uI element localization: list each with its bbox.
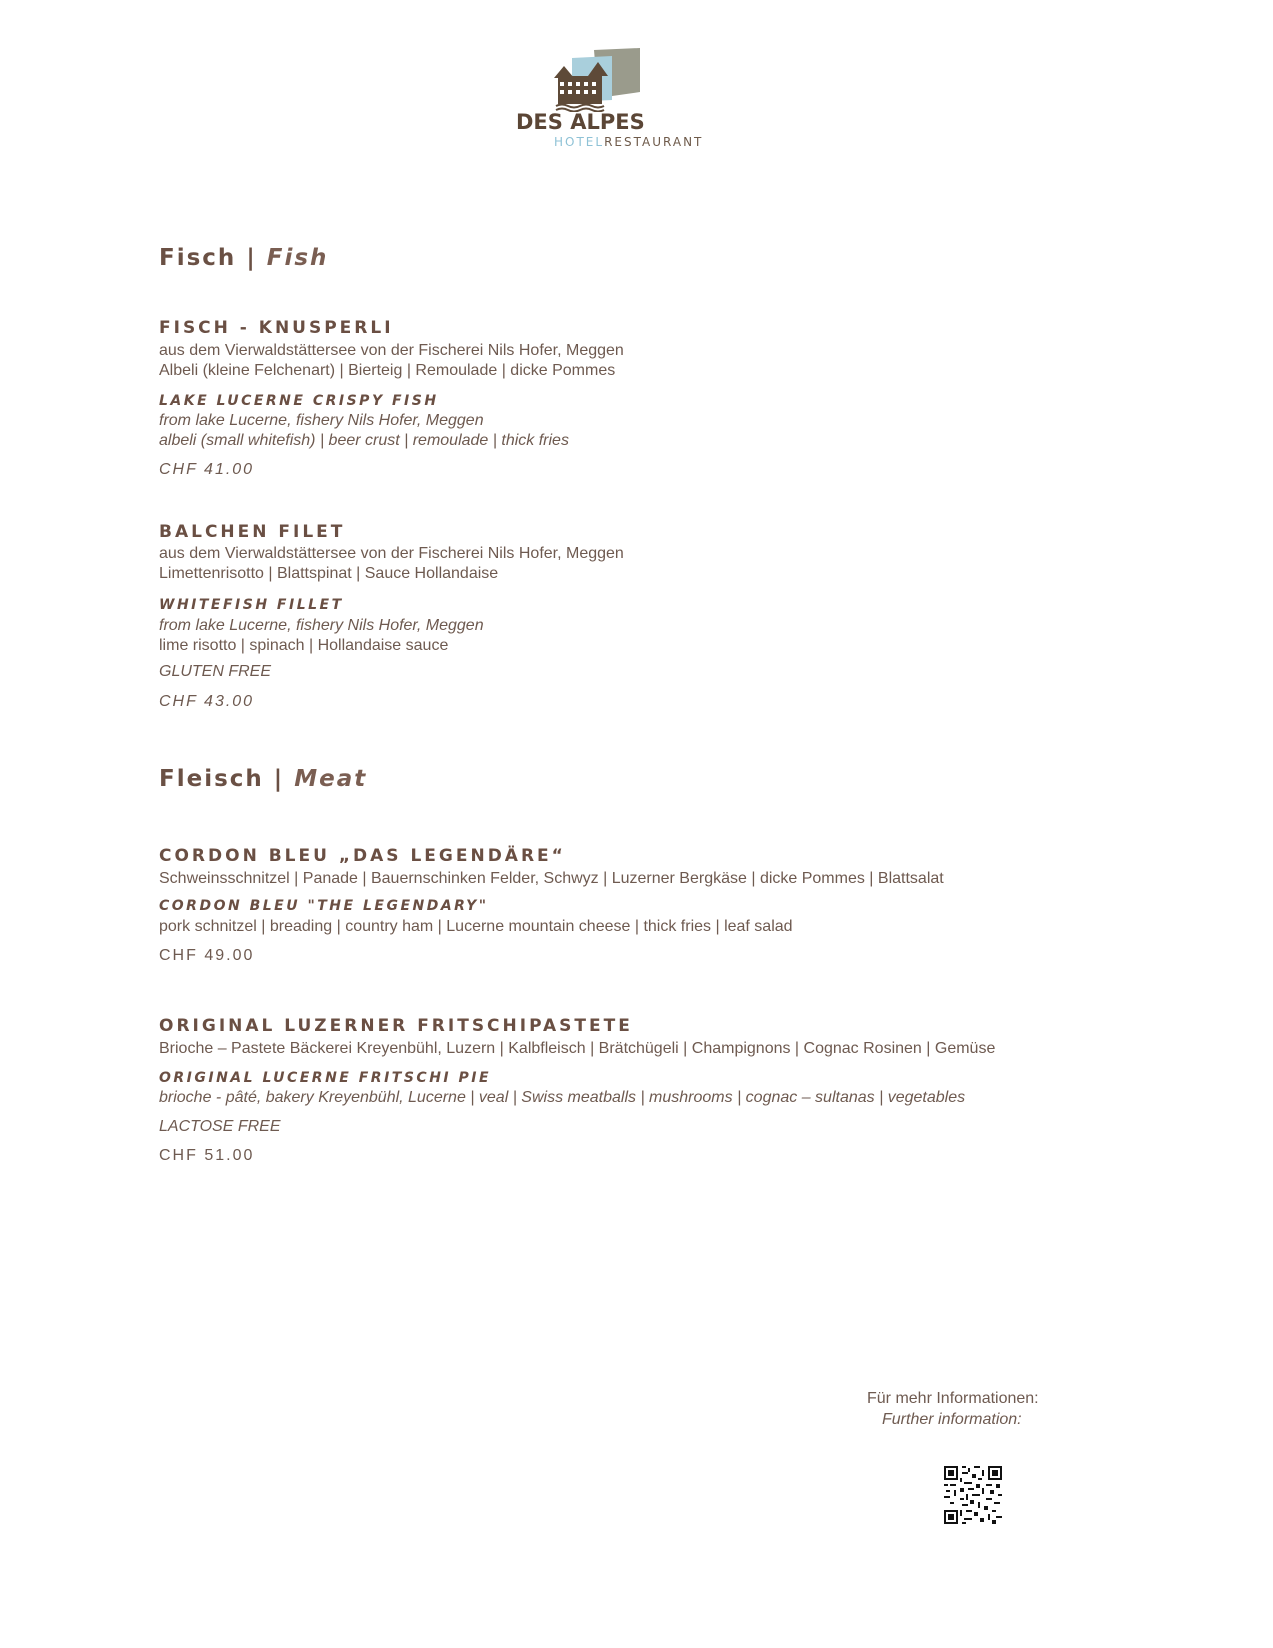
section-separator: | — [246, 245, 257, 271]
item-desc-en: albeli (small whitefish) | beer crust | remoulade | thick fries — [159, 432, 569, 449]
item-price: CHF 49.00 — [159, 947, 255, 964]
item-desc-de: Brioche – Pastete Bäckerei Kreyenbühl, Luzern | Kalbfleisch | Brätchügeli | Champignons | Cognac Rosinen | Gemüse — [159, 1040, 996, 1057]
item-desc-en: brioche - pâté, bakery Kreyenbühl, Lucerne | veal | Swiss meatballs | mushrooms | cognac – sultanas | vegetables — [159, 1089, 966, 1106]
item-note: GLUTEN FREE — [159, 663, 272, 680]
info-en: Further information: — [882, 1411, 1022, 1428]
section-title-en: Meat — [294, 766, 368, 792]
item-title-de: CORDON BLEU „DAS LEGENDÄRE“ — [159, 846, 566, 866]
section-separator: | — [273, 766, 285, 792]
item-desc-de: Schweinsschnitzel | Panade | Bauernschinken Felder, Schwyz | Luzerner Bergkäse | dicke Pommes | Blattsalat — [159, 870, 944, 887]
item-price: CHF 51.00 — [159, 1147, 255, 1164]
item-title-en: LAKE LUCERNE CRISPY FISH — [159, 393, 439, 409]
item-title-de: FISCH - KNUSPERLI — [159, 318, 394, 338]
item-note: LACTOSE FREE — [159, 1118, 281, 1135]
logo-subtitle — [554, 135, 703, 149]
info-de: Für mehr Informationen: — [867, 1390, 1039, 1407]
section-title-meat — [159, 766, 367, 792]
item-title-de: ORIGINAL LUZERNER FRITSCHIPASTETE — [159, 1016, 633, 1036]
logo-name: DES ALPES — [516, 110, 645, 134]
item-desc-en: lime risotto | spinach | Hollandaise sauce — [159, 637, 449, 654]
item-desc-de: Limettenrisotto | Blattspinat | Sauce Hollandaise — [159, 565, 499, 582]
logo-sub-restaurant: RESTAURANT — [604, 135, 704, 149]
item-desc-en: pork schnitzel | breading | country ham | Lucerne mountain cheese | thick fries | leaf salad — [159, 918, 793, 935]
hotel-building-logo-icon — [554, 48, 640, 112]
hotel-logo — [516, 48, 706, 156]
item-desc-en: from lake Lucerne, fishery Nils Hofer, Meggen — [159, 412, 484, 429]
qr-code-icon[interactable] — [944, 1466, 1002, 1524]
item-title-de: BALCHEN FILET — [159, 522, 346, 542]
item-title-en: CORDON BLEU "THE LEGENDARY" — [159, 898, 489, 914]
item-desc-de: Albeli (kleine Felchenart) | Bierteig | Remoulade | dicke Pommes — [159, 362, 616, 379]
item-desc-de: aus dem Vierwaldstättersee von der Fischerei Nils Hofer, Meggen — [159, 342, 624, 359]
section-title-de: Fisch — [159, 245, 237, 271]
item-desc-en: from lake Lucerne, fishery Nils Hofer, Meggen — [159, 617, 484, 634]
section-title-en: Fish — [266, 245, 329, 271]
item-title-en: ORIGINAL LUCERNE FRITSCHI PIE — [159, 1070, 492, 1086]
item-price: CHF 41.00 — [159, 461, 255, 478]
logo-sub-hotel: HOTEL — [554, 135, 605, 149]
item-desc-de: aus dem Vierwaldstättersee von der Fischerei Nils Hofer, Meggen — [159, 545, 624, 562]
item-title-en: WHITEFISH FILLET — [159, 597, 344, 613]
item-price: CHF 43.00 — [159, 693, 255, 710]
section-title-fish — [159, 245, 328, 271]
section-title-de: Fleisch — [159, 766, 264, 792]
